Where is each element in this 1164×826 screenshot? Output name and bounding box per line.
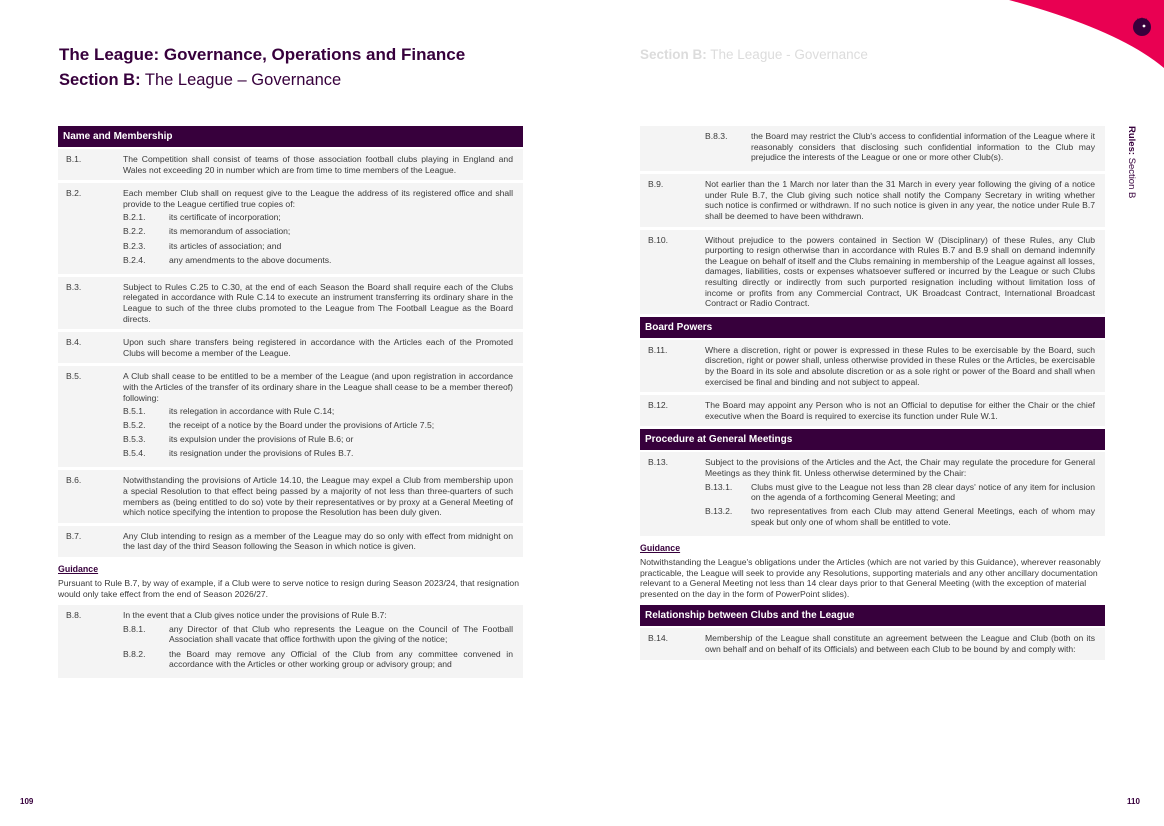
rule-number: B.2. xyxy=(66,188,82,199)
rule-block xyxy=(640,230,1105,314)
rule-b14-container xyxy=(640,628,1105,659)
rule-text: Membership of the League shall constitute an agreement between the League and Club (both on its own behalf and on behalf of its Officials) and between each Club to be bound by and comply with: xyxy=(705,633,1095,654)
corner-brand-decoration xyxy=(999,0,1164,70)
rule-number: B.5. xyxy=(66,371,82,382)
sub-rule-number: B.13.2. xyxy=(705,506,733,517)
sub-rule xyxy=(123,241,513,252)
rule-text: The Board may appoint any Person who is not an Official to deputise for either the Chair or the chief executive when the Board is required to exercise its function under Rule W.1. xyxy=(705,400,1095,421)
rule-number: B.3. xyxy=(66,281,82,292)
rule-body xyxy=(705,179,1095,221)
rule-body xyxy=(123,154,513,175)
sub-rule-text: its articles of association; and xyxy=(169,240,282,251)
sub-rule-number: B.8.1. xyxy=(123,623,146,634)
sub-rule-number: B.13.1. xyxy=(705,481,733,492)
left-column xyxy=(58,126,523,681)
rule-block xyxy=(58,332,523,363)
side-label-bold: Rules: xyxy=(1126,126,1137,156)
rule-body xyxy=(705,345,1095,387)
sub-rule xyxy=(123,649,513,670)
rule-block xyxy=(640,340,1105,392)
rule-text: In the event that a Club gives notice under the provisions of Rule B.7: xyxy=(123,610,387,621)
sub-rule xyxy=(705,482,1095,503)
rule-block xyxy=(58,149,523,180)
sub-rule-text: its relegation in accordance with Rule C.14; xyxy=(169,406,335,417)
ghost-section-label: Section B: xyxy=(640,47,707,62)
section-heading-procedure: Procedure at General Meetings xyxy=(640,429,1105,450)
continued-subrule xyxy=(640,126,1105,171)
rule-number: B.9. xyxy=(648,179,664,190)
sub-rule xyxy=(123,434,513,445)
guidance-title-right: Guidance xyxy=(640,542,681,553)
rule-body xyxy=(123,337,513,358)
rule-block xyxy=(640,395,1105,426)
sub-rule xyxy=(123,624,513,645)
sub-rule-text: two representatives from each Club may attend General Meetings, each of whom may speak but only one of whom shall be entitled to vote. xyxy=(751,506,1095,527)
section-name: The League – Governance xyxy=(144,71,342,89)
rule-number: B.1. xyxy=(66,154,82,164)
sub-rule-text: its certificate of incorporation; xyxy=(169,212,281,223)
rule-number: B.11. xyxy=(648,344,668,355)
sub-rule-text: the Board may remove any Official of the Club from any committee convened in accordance with the Articles or other working group or advisory group; and xyxy=(169,648,513,670)
rule-body xyxy=(705,235,1095,309)
rule-body xyxy=(123,282,513,324)
section-subtitle xyxy=(59,69,341,91)
section-heading-relationship: Relationship between Clubs and the League xyxy=(640,605,1105,626)
right-column xyxy=(640,126,1105,663)
rule-number-spacer xyxy=(648,131,705,166)
rule-text: Subject to the provisions of the Articles and the Act, the Chair may regulate the procedure for General Meetings as they think fit. Unless otherwise determined by the Chair: xyxy=(705,457,1095,478)
rule-text: Where a discretion, right or power is expressed in these Rules to be exercisable by the Board, such discretion, right or power shall, unless otherwise provided in these Rules or the Articles, be exercisable by the Board in its sole and absolute discretion or as a sole right or power of the Board and shall when exercised be final and binding and not subject to appeal. xyxy=(705,344,1095,387)
rule-block xyxy=(640,174,1105,226)
sub-rule-number: B.2.3. xyxy=(123,240,146,251)
rule-block xyxy=(58,526,523,557)
page-number-right: 110 xyxy=(1127,797,1140,806)
rule-block xyxy=(58,183,523,274)
rule-number: B.13. xyxy=(648,457,669,468)
sub-rule-number: B.5.2. xyxy=(123,420,146,431)
sub-rule xyxy=(705,506,1095,527)
sub-rule-text: any amendments to the above documents. xyxy=(169,254,332,265)
guidance-title: Guidance xyxy=(58,564,99,575)
rule-text: The Competition shall consist of teams of those association football clubs playing in England and Wales not exceeding 20 in number which are from time to time members of the League. xyxy=(123,154,513,175)
rule-number: B.12. xyxy=(648,400,669,411)
sub-rule-number: B.5.3. xyxy=(123,434,146,445)
sub-rule-number: B.5.4. xyxy=(123,448,146,459)
sub-rule-text: its resignation under the provisions of Rules B.7. xyxy=(169,448,354,459)
rule-body xyxy=(123,188,513,269)
document-title: The League: Governance, Operations and Finance xyxy=(59,45,466,64)
rule-text: Notwithstanding the provisions of Article 14.10, the League may expel a Club from membership upon a special Resolution to that effect being passed by a majority of not less than three-quarters of such members as (being entitled to do so) vote by their representatives or by proxy at a General Meeting of which notice specifying the intention to propose the Resolution has been duly given. xyxy=(123,475,513,518)
rule-block xyxy=(58,470,523,522)
ghost-section-name: The League - Governance xyxy=(710,47,868,62)
section-heading-name-membership: Name and Membership xyxy=(58,126,523,147)
rule-block xyxy=(58,605,523,678)
side-label-rest: Section B xyxy=(1126,157,1137,199)
rule-block xyxy=(58,366,523,467)
sub-rule-list xyxy=(123,212,513,265)
rule-body xyxy=(123,610,513,673)
sub-rule-number: B.2.1. xyxy=(123,212,146,223)
sub-rule-text: its expulsion under the provisions of Rule B.6; or xyxy=(169,434,354,445)
rule-block xyxy=(640,452,1105,536)
sub-rule xyxy=(123,406,513,417)
rule-block-continued xyxy=(640,126,1105,171)
sub-rule-number: B.2.2. xyxy=(123,226,146,237)
rule-body xyxy=(705,400,1095,421)
rule-body xyxy=(123,475,513,517)
rule-number: B.10. xyxy=(648,234,669,245)
rule-b8-container xyxy=(58,605,523,678)
sub-rule-number: B.5.1. xyxy=(123,406,146,417)
sub-rule-text: any Director of that Club who represents the League on the Council of The Football Association shall vacate that office forthwith upon the giving of the notice; xyxy=(169,623,513,645)
section-label: Section B: xyxy=(59,71,141,89)
sub-rule-text: Clubs must give to the League not less than 28 clear days' notice of any item for inclusion on the agenda of a forthcoming General Meeting; and xyxy=(751,481,1095,503)
side-rules-label xyxy=(1126,126,1137,198)
sub-rule-text: the receipt of a notice by the Board under the provisions of Article 7.5; xyxy=(169,420,435,431)
ghost-section-heading xyxy=(640,47,868,62)
rule-text: Any Club intending to resign as a member of the League may do so only with effect from midnight on the last day of the third Season following the Season in which notice is given. xyxy=(123,530,513,552)
sub-rule-list xyxy=(705,482,1095,528)
sub-rule xyxy=(123,226,513,237)
rule-b13-container xyxy=(640,452,1105,536)
board-rules-list xyxy=(640,340,1105,427)
rule-body xyxy=(123,531,513,552)
sub-rule-text: its memorandum of association; xyxy=(169,226,291,237)
sub-rule-number: B.8.2. xyxy=(123,648,146,659)
sub-rule xyxy=(705,131,1095,163)
right-rules-list-a xyxy=(640,174,1105,314)
rule-number: B.7. xyxy=(66,530,82,541)
sub-rule xyxy=(123,448,513,459)
sub-rule xyxy=(123,255,513,266)
rule-text: Upon such share transfers being registered in accordance with the Articles each of the Promoted Clubs will become a member of the League. xyxy=(123,337,513,358)
rule-block xyxy=(58,277,523,329)
rule-text: A Club shall cease to be entitled to be a member of the League (and upon registration in accordance with the Articles of the transfer of its ordinary share in the League shall cease to be a member thereof) following: xyxy=(123,371,513,403)
rule-body xyxy=(705,131,1095,166)
sub-rule xyxy=(123,420,513,431)
sub-rule xyxy=(123,212,513,223)
section-heading-board-powers: Board Powers xyxy=(640,317,1105,338)
guidance-text: Pursuant to Rule B.7, by way of example, if a Club were to serve notice to resign during Season 2023/24, that resignation would only take effect from the end of Season 2026/27. xyxy=(58,578,519,599)
sub-rule-number: B.8.3. xyxy=(705,131,728,141)
left-rules-list xyxy=(58,149,523,557)
sub-rule-list xyxy=(123,406,513,459)
sub-rule-text: the Board may restrict the Club's access to confidential information of the League where it reasonably considers that disclosing such confidential information to the Club may prejudice the interests of the League or one or more other Club(s). xyxy=(751,131,1095,163)
page-number-left: 109 xyxy=(20,797,34,806)
sub-rule-number: B.2.4. xyxy=(123,254,146,265)
rule-text: Subject to Rules C.25 to C.30, at the end of each Season the Board shall require each of the Clubs relegated in accordance with Rule C.14 to execute an instrument transferring its ordinary share in the League to such of the three clubs promoted to the League from The Football League as the Board directs. xyxy=(123,281,513,324)
rule-block xyxy=(640,628,1105,659)
rule-number: B.8. xyxy=(66,610,82,621)
right-page xyxy=(582,0,1164,826)
rule-number: B.6. xyxy=(66,475,82,486)
rule-body xyxy=(705,633,1095,654)
sub-rule-list xyxy=(123,624,513,670)
rule-text: Each member Club shall on request give to the League the address of its registered office and shall provide to the League certified true copies of: xyxy=(123,188,513,209)
rule-number: B.14. xyxy=(648,633,669,644)
rule-body xyxy=(123,371,513,462)
rule-number: B.4. xyxy=(66,337,82,348)
guidance-text-right: Notwithstanding the League's obligations under the Articles (which are not varied by this Guidance), wherever reasonably practicable, the League will seek to provide any Resolutions, supporting materials and any other ancillary documentation relevant to a General Meeting not less than 14 clear days prior to that General Meeting (with the exception of material presented on the day in the form of PowerPoint slides). xyxy=(640,556,1101,599)
rule-text: Not earlier than the 1 March nor later than the 31 March in every year following the giving of a notice under Rule B.7, the Club giving such notice shall notify the Company Secretary in writing whether such notice is confirmed or withdrawn. If no such notice is given in any year, the notice under Rule B.7 shall be deemed to have been withdrawn. xyxy=(705,179,1095,222)
rule-body xyxy=(705,457,1095,531)
rule-text: Without prejudice to the powers contained in Section W (Disciplinary) of these Rules, any Club purporting to resign otherwise than in accordance with Rules B.7 and B.9 shall on demand indemnify the League on behalf of itself and the Clubs remaining in membership of the League against all losses, damages, liabilities, costs or expenses whatsoever suffered or incurred by the League or such Clubs resulting directly or indirectly from such purported resignation including without limitation loss of income or profits from any Commercial Contract, UK Broadcast Contract, International Broadcast Contract or Radio Contract. xyxy=(705,234,1095,309)
